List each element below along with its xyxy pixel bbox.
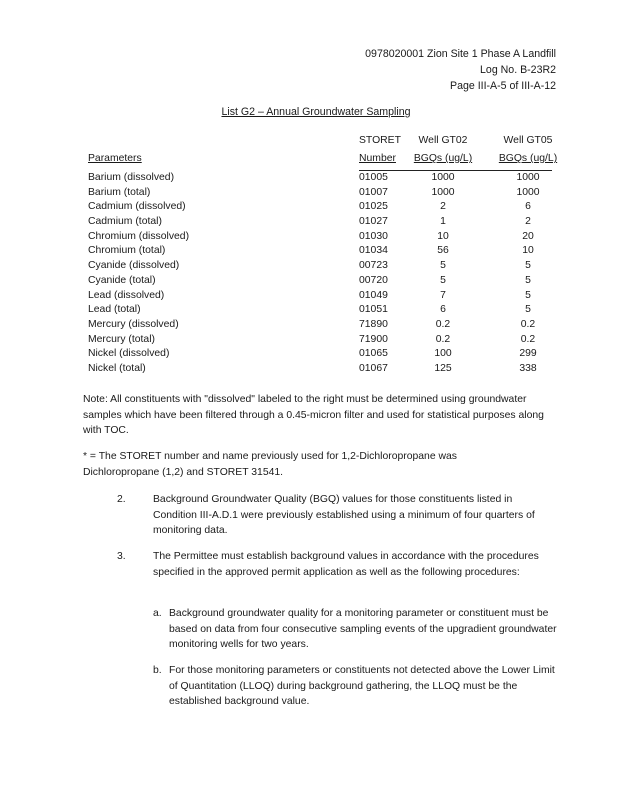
- table-row: [88, 215, 556, 230]
- cell-parameter: Lead (total): [88, 304, 141, 316]
- cell-gt05: 1000: [516, 186, 540, 198]
- cell-storet: 00720: [359, 274, 388, 286]
- table-row: [88, 347, 556, 362]
- cell-gt02: 6: [440, 304, 446, 316]
- cell-parameter: Cyanide (dissolved): [88, 260, 180, 272]
- cell-gt05: 5: [525, 289, 531, 301]
- cell-storet: 01027: [359, 216, 388, 228]
- table-row: [88, 333, 556, 348]
- footnote-paragraph: * = The STORET number and name previously used for 1,2-Dichloropropane was Dichloropropane (1,2) and STORET 31541.: [83, 451, 457, 478]
- table-row: [88, 230, 556, 245]
- item-number: 2.: [117, 494, 126, 505]
- cell-gt02: 5: [440, 260, 446, 272]
- table-row: [88, 289, 556, 304]
- item-number: 3.: [117, 551, 126, 562]
- item-text: The Permittee must establish background values in accordance with the procedures specified in the approved permit application as well as the following procedures:: [153, 551, 539, 578]
- cell-storet: 01049: [359, 289, 388, 301]
- table-row: [88, 318, 556, 333]
- cell-storet: 71890: [359, 318, 388, 330]
- cell-gt05: 10: [522, 245, 534, 257]
- cell-gt02: 1: [440, 216, 446, 228]
- cell-parameter: Nickel (dissolved): [88, 348, 170, 360]
- sampling-table: [88, 133, 558, 374]
- table-row: [88, 171, 556, 186]
- list-title: List G2 – Annual Groundwater Sampling: [221, 106, 411, 118]
- col-gt02-bottom: BGQs (ug/L): [413, 153, 473, 164]
- note-paragraph: Note: All constituents with "dissolved" labeled to the right must be determined using groundwater samples which have been filtered through a 0.45-micron filter and used for statistical purposes along with TOC.: [83, 394, 544, 436]
- cell-parameter: Cadmium (dissolved): [88, 201, 186, 213]
- col-storet-bottom: Number: [359, 153, 396, 164]
- cell-gt05: 299: [519, 348, 537, 360]
- cell-gt05: 0.2: [520, 333, 536, 345]
- cell-gt05: 5: [525, 304, 531, 316]
- cell-parameter: Barium (total): [88, 186, 151, 198]
- cell-gt05: 5: [525, 274, 531, 286]
- cell-gt05: 20: [522, 230, 534, 242]
- item-text: Background Groundwater Quality (BGQ) values for those constituents listed in Condition III-A.D.1 were previously established using a minimum of four quarters of monitoring data.: [153, 494, 535, 536]
- cell-gt02: 2: [440, 201, 446, 213]
- cell-storet: 01051: [359, 304, 388, 316]
- cell-storet: 01030: [359, 230, 388, 242]
- col-gt05-top: Well GT05: [503, 135, 553, 146]
- col-gt05-bottom: BGQs (ug/L): [498, 153, 558, 164]
- table-row: [88, 186, 556, 201]
- table-row: [88, 200, 556, 215]
- cell-gt05: 0.2: [520, 318, 536, 330]
- header-page-number: Page III-A-5 of III-A-12: [450, 80, 556, 92]
- cell-gt05: 5: [525, 260, 531, 272]
- table-row: [88, 303, 556, 318]
- table-row: [88, 362, 556, 377]
- header-log-number: Log No. B-23R2: [480, 64, 556, 76]
- cell-storet: 71900: [359, 333, 388, 345]
- cell-storet: 01034: [359, 245, 388, 257]
- col-parameters: Parameters: [88, 153, 142, 164]
- sub-item-letter: b.: [153, 665, 162, 676]
- col-gt02-top: Well GT02: [418, 135, 468, 146]
- cell-parameter: Mercury (dissolved): [88, 318, 179, 330]
- cell-gt02: 0.2: [435, 318, 451, 330]
- cell-gt02: 5: [440, 274, 446, 286]
- table-header-row-1: [88, 133, 556, 148]
- cell-storet: 01025: [359, 201, 388, 213]
- col-storet-top: STORET: [359, 135, 401, 146]
- cell-gt02: 100: [434, 348, 452, 360]
- cell-gt02: 1000: [431, 186, 455, 198]
- cell-gt05: 1000: [516, 172, 540, 183]
- cell-storet: 01065: [359, 348, 388, 360]
- header-facility: 0978020001 Zion Site 1 Phase A Landfill: [365, 48, 556, 60]
- table-body: [88, 171, 556, 377]
- cell-gt05: 338: [519, 362, 537, 374]
- cell-gt02: 125: [434, 362, 452, 374]
- cell-parameter: Cyanide (total): [88, 274, 156, 286]
- cell-gt02: 1000: [431, 172, 455, 183]
- table-row: [88, 244, 556, 259]
- cell-gt02: 10: [437, 230, 449, 242]
- page-header: [365, 46, 556, 94]
- cell-storet: 00723: [359, 260, 388, 272]
- cell-gt05: 2: [525, 216, 531, 228]
- table-row: [88, 274, 556, 289]
- sub-item-letter: a.: [153, 608, 162, 619]
- cell-gt02: 7: [440, 289, 446, 301]
- cell-parameter: Barium (dissolved): [88, 172, 175, 183]
- table-header-row-2: [88, 151, 556, 166]
- cell-storet: 01005: [359, 172, 388, 183]
- sub-item-text: For those monitoring parameters or constituents not detected above the Lower Limit of Quantitation (LLOQ) during background gathering, the LLOQ must be the established background value.: [169, 665, 555, 707]
- cell-storet: 01007: [359, 186, 388, 198]
- cell-storet: 01067: [359, 362, 388, 374]
- cell-gt02: 0.2: [435, 333, 451, 345]
- cell-parameter: Lead (dissolved): [88, 289, 165, 301]
- cell-parameter: Chromium (total): [88, 245, 166, 257]
- cell-parameter: Nickel (total): [88, 362, 146, 374]
- sub-item-text: Background groundwater quality for a monitoring parameter or constituent must be based on data from four consecutive sampling events of the upgradient groundwater monitoring wells for two years.: [169, 608, 557, 650]
- cell-parameter: Mercury (total): [88, 333, 155, 345]
- cell-gt02: 56: [437, 245, 449, 257]
- cell-gt05: 6: [525, 201, 531, 213]
- cell-parameter: Cadmium (total): [88, 216, 162, 228]
- table-row: [88, 259, 556, 274]
- cell-parameter: Chromium (dissolved): [88, 230, 190, 242]
